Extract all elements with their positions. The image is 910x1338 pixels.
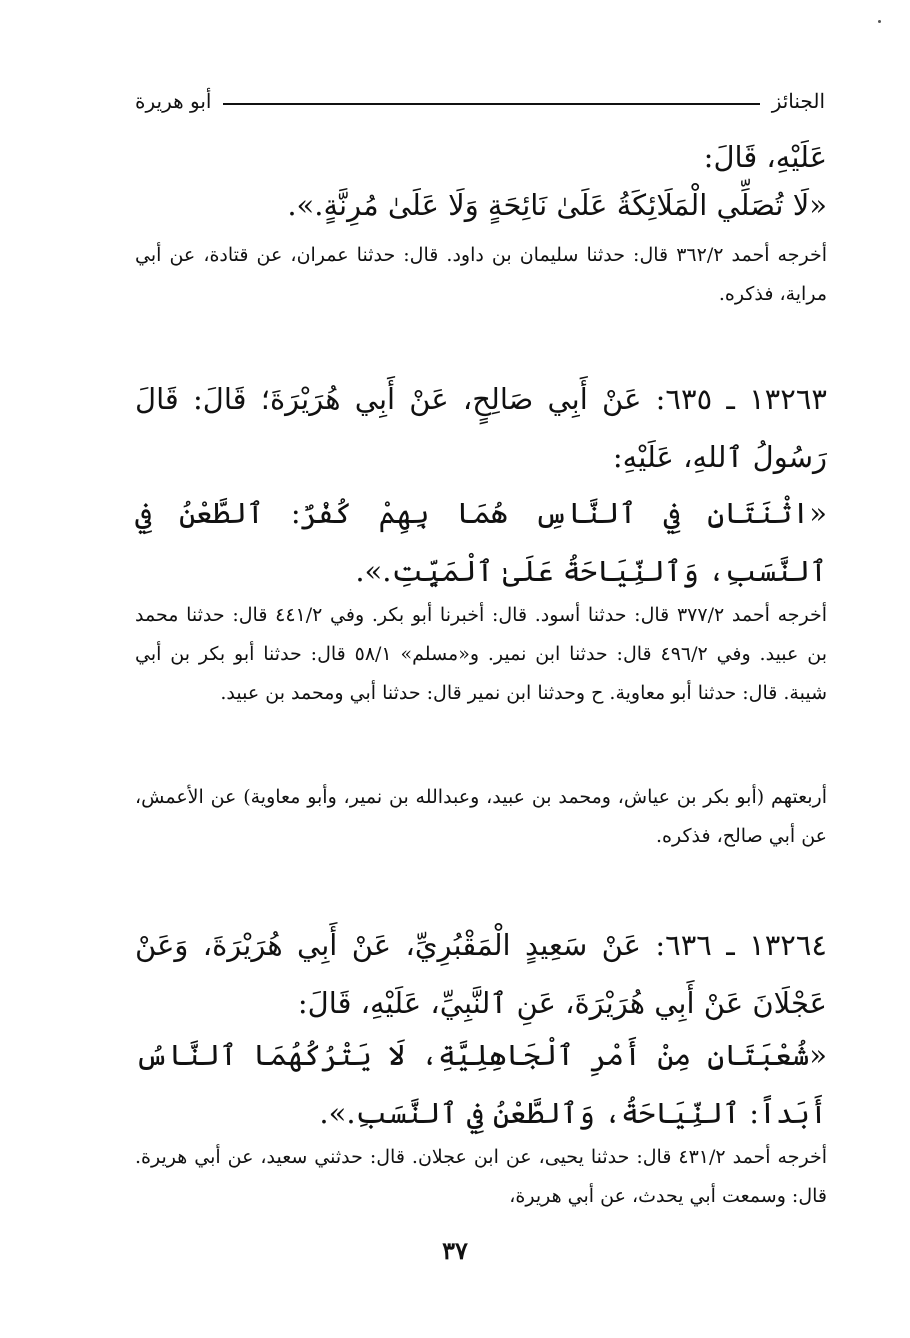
hadith-text: عَلَيْهِ، قَالَ: <box>703 140 827 174</box>
header-rule <box>223 103 759 105</box>
hadith-quote: «شُعْبَتَانِ مِنْ أَمْرِ ٱلْجَاهِلِيَّةِ، لَا يَتْرُكُهُمَا ٱلنَّاسُ أَبَداً: ٱلنِّيَاحَةُ، وَٱلطَّعْنُ فِي ٱلنَّسَبِ.». <box>135 1038 827 1130</box>
running-header <box>135 84 825 118</box>
hadith-quote: «اثْنَتَانِ فِي ٱلنَّاسِ هُمَا بِهِمْ كُفْرٌ: ٱلطَّعْنُ فِي ٱلنَّسَبِ، وَٱلنِّيَاحَةُ عَلَىٰ ٱلْمَيِّتِ.». <box>135 496 827 588</box>
hadith-quote: «لَا تُصَلِّي الْمَلَائِكَةُ عَلَىٰ نَائِحَةٍ وَلَا عَلَىٰ مُرِنَّةٍ.». <box>287 188 827 222</box>
takhrij-note: أخرجه أحمد ٣٧٧/٢ قال: حدثنا أسود. قال: أخبرنا أبو بكر. وفي ٤٤١/٢ قال: حدثنا محمد بن عبيد. وفي ٤٩٦/٢ قال: حدثنا ابن نمير. و«مسلم» ٥٨/١ قال: حدثنا أبو بكر بن أبي شيبة. قال: حدثنا أبو معاوية. ح وحدثنا ابن نمير قال: حدثنا أبي ومحمد بن عبيد. <box>135 604 828 704</box>
speck-mark <box>878 20 881 23</box>
header-chapter: الجنائز <box>771 89 825 113</box>
takhrij-note: أربعتهم (أبو بكر بن عياش، ومحمد بن عبيد، وعبدالله بن نمير، وأبو معاوية) عن الأعمش، عن أبي صالح، فذكره. <box>135 786 827 847</box>
page-number: ٣٧ <box>442 1236 468 1265</box>
takhrij-note: أخرجه أحمد ٤٣١/٢ قال: حدثنا يحيى، عن ابن عجلان. قال: حدثني سعيد، عن أبي هريرة. قال: وسمعت أبي يحدث، عن أبي هريرة، <box>135 1146 827 1207</box>
header-narrator: أبو هريرة <box>135 89 212 113</box>
takhrij-note: أخرجه أحمد ٣٦٢/٢ قال: حدثنا سليمان بن داود. قال: حدثنا عمران، عن قتادة، عن أبي مراية، فذكره. <box>135 244 827 305</box>
hadith-text: ١٣٢٦٤ ـ ٦٣٦: عَنْ سَعِيدٍ الْمَقْبُرِيِّ، عَنْ أَبِي هُرَيْرَةَ، وَعَنْ عَجْلَانَ عَنْ أَبِي هُرَيْرَةَ، عَنِ ٱلنَّبِيِّ، عَلَيْهِ، قَالَ: <box>135 928 828 1020</box>
hadith-text: ١٣٢٦٣ ـ ٦٣٥: عَنْ أَبِي صَالِحٍ، عَنْ أَبِي هُرَيْرَةَ؛ قَالَ: قَالَ رَسُولُ ٱللهِ، عَلَيْهِ: <box>135 382 827 474</box>
